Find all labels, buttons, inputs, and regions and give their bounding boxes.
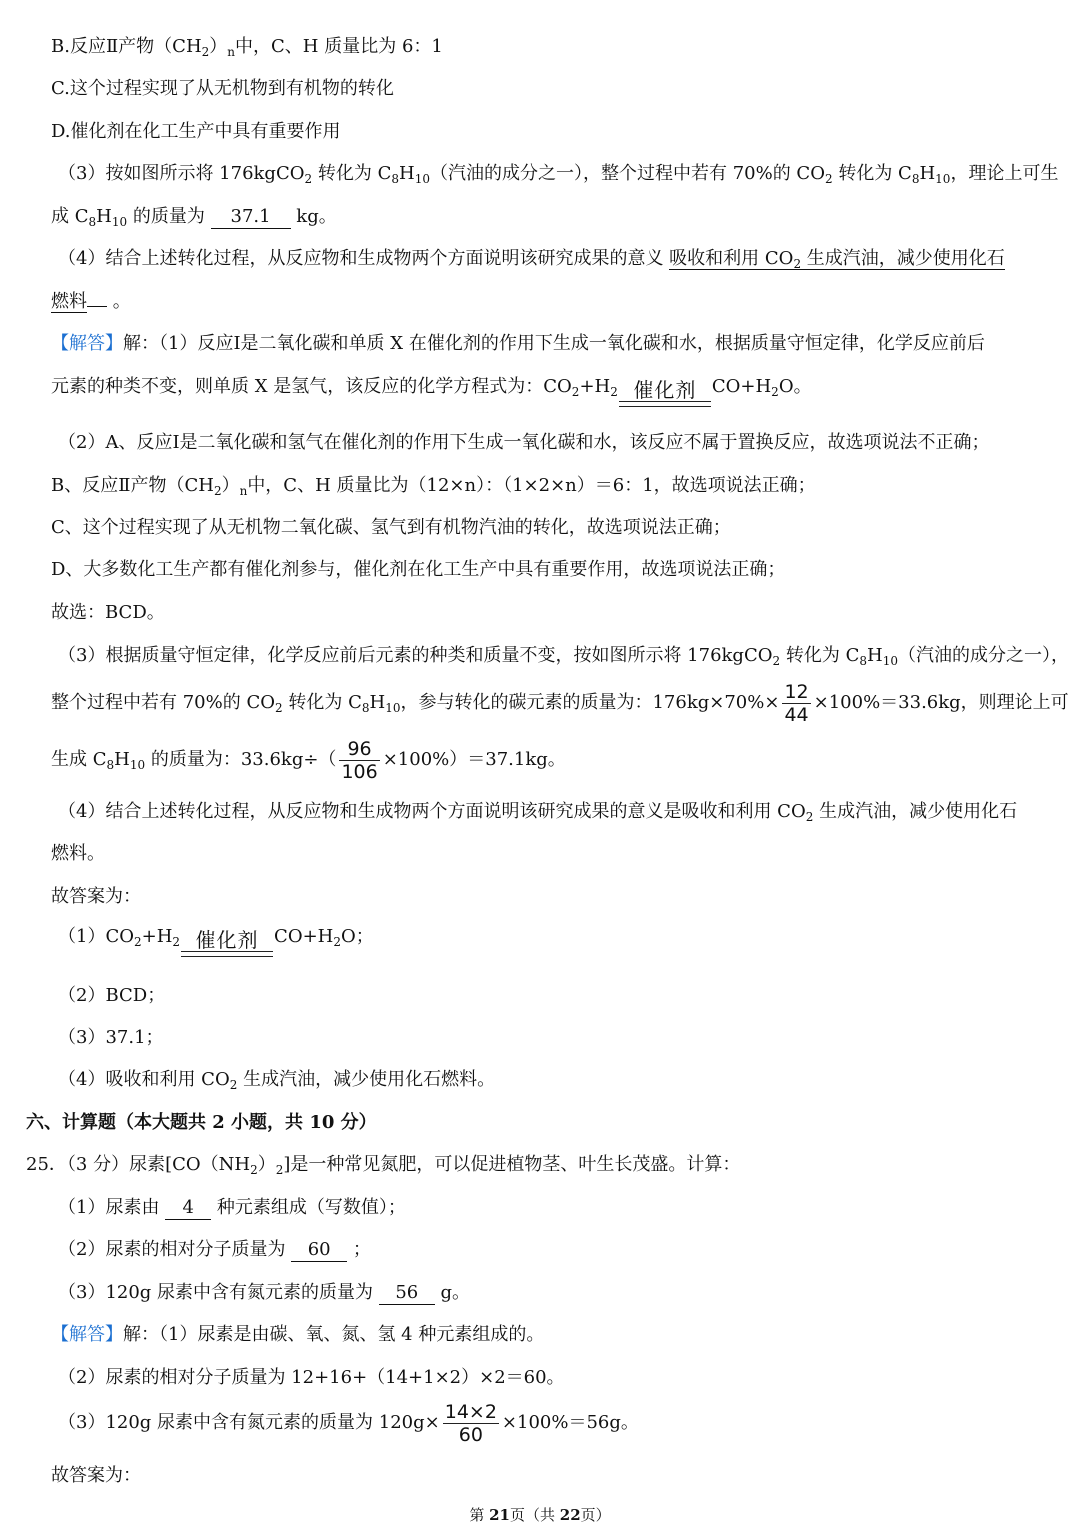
answer-blank: 60	[291, 1239, 347, 1262]
choice-answer: 故选：BCD。	[51, 602, 165, 623]
final-answer-label-2: 故答案为：	[51, 1465, 141, 1486]
current-page: 21	[489, 1506, 510, 1524]
fraction-12-44: $\frac{12}{44}$	[784, 680, 809, 726]
final-answer-label: 故答案为：	[51, 886, 141, 907]
equals-sign	[181, 951, 273, 957]
answer-blank: 37.1	[211, 206, 291, 229]
solution-2a: （2）A、反应Ⅰ是二氧化碳和氢气在催化剂的作用下生成一氧化碳和水，该反应不属于置换反应，故选项说法不正确；	[58, 432, 990, 453]
catalyst-condition: 催化剂	[619, 379, 711, 413]
question-3: （3）按如图所示将 176kgCO$_2$ 转化为 $C_8H_{10}$（汽油的成分之一），整个过程中若有 70%的 $CO_2$ 转化为 $C_8H_{10}$，理论上可生	[58, 163, 1059, 186]
solution-25-2: （2）尿素的相对分子质量为 12+16+（14+1×2）×2＝60。	[58, 1367, 565, 1388]
option-c: C.这个过程实现了从无机物到有机物的转化	[51, 78, 394, 99]
solution-1: 【解答】解：（1）反应Ⅰ是二氧化碳和单质 X 在催化剂的作用下生成一氧化碳和水，根据质量守恒定律，化学反应前后	[51, 333, 985, 354]
solution-4b: 燃料。	[51, 843, 105, 864]
question-4: （4）结合上述转化过程，从反应物和生成物两个方面说明该研究成果的意义 吸收和利用 $CO_2$ 生成汽油，减少使用化石	[58, 248, 1005, 271]
option-b: B.反应Ⅱ产物$(CH_2)_n$中，C、H 质量比为 6：1	[51, 36, 443, 59]
solution-25-3: （3）120g 尿素中含有氮元素的质量为 120g× $\frac{14\times 2}{60}$ ×100%＝56g。	[58, 1400, 639, 1446]
final-answer-2: （2）BCD；	[58, 985, 166, 1006]
answer-underlined: 吸收和利用 $CO_2$ 生成汽油，减少使用化石	[669, 248, 1005, 271]
answer-tag: 【解答】	[51, 333, 123, 354]
solution-2b: B、反应Ⅱ产物$(CH_2)_n$中，C、H 质量比为（12×n）：（1×2×n）＝6：1，故选项说法正确；	[51, 475, 816, 498]
solution-3b: 整个过程中若有 70%的 $CO_2$ 转化为 $C_8H_{10}$，参与转化的碳元素的质量为：176kg×70%× $\frac{12}{44}$ ×100%＝33.6kg，则理论上可	[51, 680, 1069, 726]
solution-25-1: 【解答】解：（1）尿素是由碳、氧、氮、氢 4 种元素组成的。	[51, 1324, 545, 1345]
question-25-1: （1）尿素由 4 种元素组成（写数值）；	[58, 1197, 406, 1218]
question-3-cont: 成 $C_8H_{10}$ 的质量为 37.1 kg。	[51, 206, 337, 229]
question-25-3: （3）120g 尿素中含有氮元素的质量为 56 g。	[58, 1282, 471, 1303]
total-pages: 22	[559, 1506, 581, 1524]
solution-3a: （3）根据质量守恒定律，化学反应前后元素的种类和质量不变，按如图所示将 176kgCO$_2$ 转化为 $C_8H_{10}$（汽油的成分之一），	[58, 645, 1069, 668]
catalyst-condition: 催化剂	[181, 929, 273, 963]
equals-sign	[619, 401, 711, 407]
question-4-cont: 燃料 。	[51, 291, 131, 312]
answer-tag: 【解答】	[51, 1324, 123, 1345]
final-answer-4: （4）吸收和利用 $CO_2$ 生成汽油，减少使用化石燃料。	[58, 1069, 496, 1092]
fraction-28-60: $\frac{14\times 2}{60}$	[444, 1400, 497, 1446]
solution-4a: （4）结合上述转化过程，从反应物和生成物两个方面说明该研究成果的意义是吸收和利用 $CO_2$ 生成汽油，减少使用化石	[58, 801, 1018, 824]
final-answer-1: $(1)CO_2+H_2$ 催化剂 $CO+H_2O$；	[58, 916, 374, 963]
answer-blank: 4	[165, 1197, 211, 1220]
final-answer-3: （3）37.1；	[58, 1027, 164, 1048]
question-25: 25．（3 分）尿素$[CO(NH_2)_2]$是一种常见氮肥，可以促进植物茎、叶生长茂盛。计算：	[26, 1154, 741, 1177]
answer-blank: 56	[379, 1282, 435, 1305]
solution-3c: 生成 $C_8H_{10}$ 的质量为：33.6kg÷（ $\frac{96}{106}$ ×100%）＝37.1kg。	[51, 737, 566, 783]
solution-equation: 元素的种类不变，则单质 X 是氢气，该反应的化学方程式为：$CO_2+H_2$ 催化剂 $CO+H_2O$。	[51, 366, 812, 413]
solution-2c: C、这个过程实现了从无机物二氧化碳、氢气到有机物汽油的转化，故选项说法正确；	[51, 517, 731, 538]
fraction-96-106: $\frac{96}{106}$	[341, 737, 378, 783]
solution-2d: D、大多数化工生产都有催化剂参与，催化剂在化工生产中具有重要作用，故选项说法正确；	[51, 559, 786, 580]
option-d: D.催化剂在化工生产中具有重要作用	[51, 121, 341, 142]
page-footer: 第 21页（共 22页）	[469, 1506, 611, 1524]
question-25-2: （2）尿素的相对分子质量为 60 ；	[58, 1239, 371, 1260]
section-heading: 六、计算题（本大题共 2 小题，共 10 分）	[26, 1112, 377, 1133]
